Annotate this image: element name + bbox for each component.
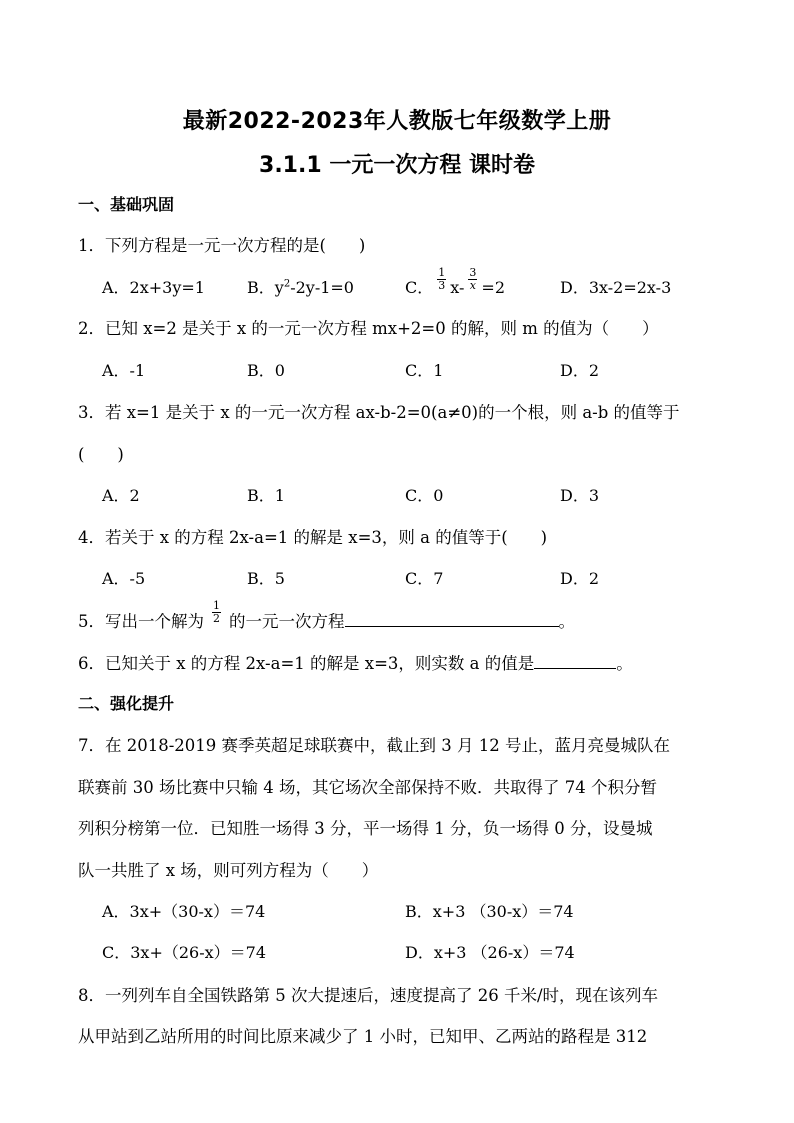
q4-option-d: D．2 [560,569,600,588]
question-3-paren: ( ) [78,445,124,464]
q1-option-d: D．3x-2=2x-3 [560,278,672,297]
question-7-line-4: 队一共胜了 x 场，则可列方程为（ ） [78,861,379,880]
q4-option-a: A．-5 [102,569,146,588]
q4-option-b: B．5 [247,569,285,588]
section-heading-basic: 一、基础巩固 [78,195,175,214]
question-3: 3．若 x=1 是关于 x 的一元一次方程 ax-b-2=0(a≠0)的一个根，则 a-b 的值等于 [78,403,680,422]
q1-option-c: C． $\frac{1}{3}$ x- $\frac{3}{x}$ =2 [405,266,505,297]
q7-option-a: A．3x+（30-x）＝74 [102,902,266,921]
question-4: 4．若关于 x 的方程 2x-a=1 的解是 x=3，则 a 的值等于( ) [78,528,548,547]
q7-option-b: B．x+3 （30-x）＝74 [405,902,574,921]
q7-option-c: C．3x+（26-x）＝74 [102,943,267,962]
q4-option-c: C．7 [405,569,444,588]
q3-option-b: B．1 [247,486,285,505]
answer-blank-5[interactable] [345,610,559,627]
q7-option-d: D．x+3 （26-x）＝74 [405,943,575,962]
question-2: 2．已知 x=2 是关于 x 的一元一次方程 mx+2=0 的解，则 m 的值为（ ） [78,319,659,338]
q2-option-c: C．1 [405,361,444,380]
q2-option-d: D．2 [560,361,600,380]
fraction-one-third: $\frac{1}{3}$ [438,266,446,292]
answer-blank-6[interactable] [534,652,616,669]
fraction-one-half: $\frac{1}{2}$ [213,599,220,625]
section-heading-advanced: 二、强化提升 [78,694,175,713]
question-8-line-2: 从甲站到乙站所用的时间比原来减少了 1 小时，已知甲、乙两站的路程是 312 [78,1027,648,1046]
question-8-line-1: 8．一列列车自全国铁路第 5 次大提速后，速度提高了 26 千米/时，现在该列车 [78,986,659,1005]
question-7-line-2: 联赛前 30 场比赛中只输 4 场，其它场次全部保持不败．共取得了 74 个积分暂 [78,778,657,797]
page-subtitle: 3.1.1 一元一次方程 课时卷 [259,153,535,178]
question-1: 1．下列方程是一元一次方程的是( ) [78,236,366,255]
q1-option-b: B．$y^2-2y-1=0$ [247,278,354,297]
q3-option-d: D．3 [560,486,600,505]
q3-option-c: C．0 [405,486,444,505]
question-6: 6．已知关于 x 的方程 2x-a=1 的解是 x=3，则实数 a 的值是 。 [78,654,633,673]
q2-option-b: B．0 [247,361,285,380]
page-title: 最新2022-2023年人教版七年级数学上册 [182,109,612,134]
question-7-line-1: 7．在 2018-2019 赛季英超足球联赛中，截止到 3 月 12 号止，蓝月亮曼城队在 [78,736,671,755]
q2-option-a: A．-1 [102,361,146,380]
q1-option-a: A．2x+3y=1 [102,278,205,297]
fraction-three-over-x: $\frac{3}{x}$ [469,266,477,292]
question-7-line-3: 列积分榜第一位．已知胜一场得 3 分，平一场得 1 分，负一场得 0 分，设曼城 [78,819,653,838]
question-5: 5．写出一个解为 $\frac{1}{2}$ 的一元一次方程 。 [78,599,575,631]
q3-option-a: A．2 [102,486,140,505]
